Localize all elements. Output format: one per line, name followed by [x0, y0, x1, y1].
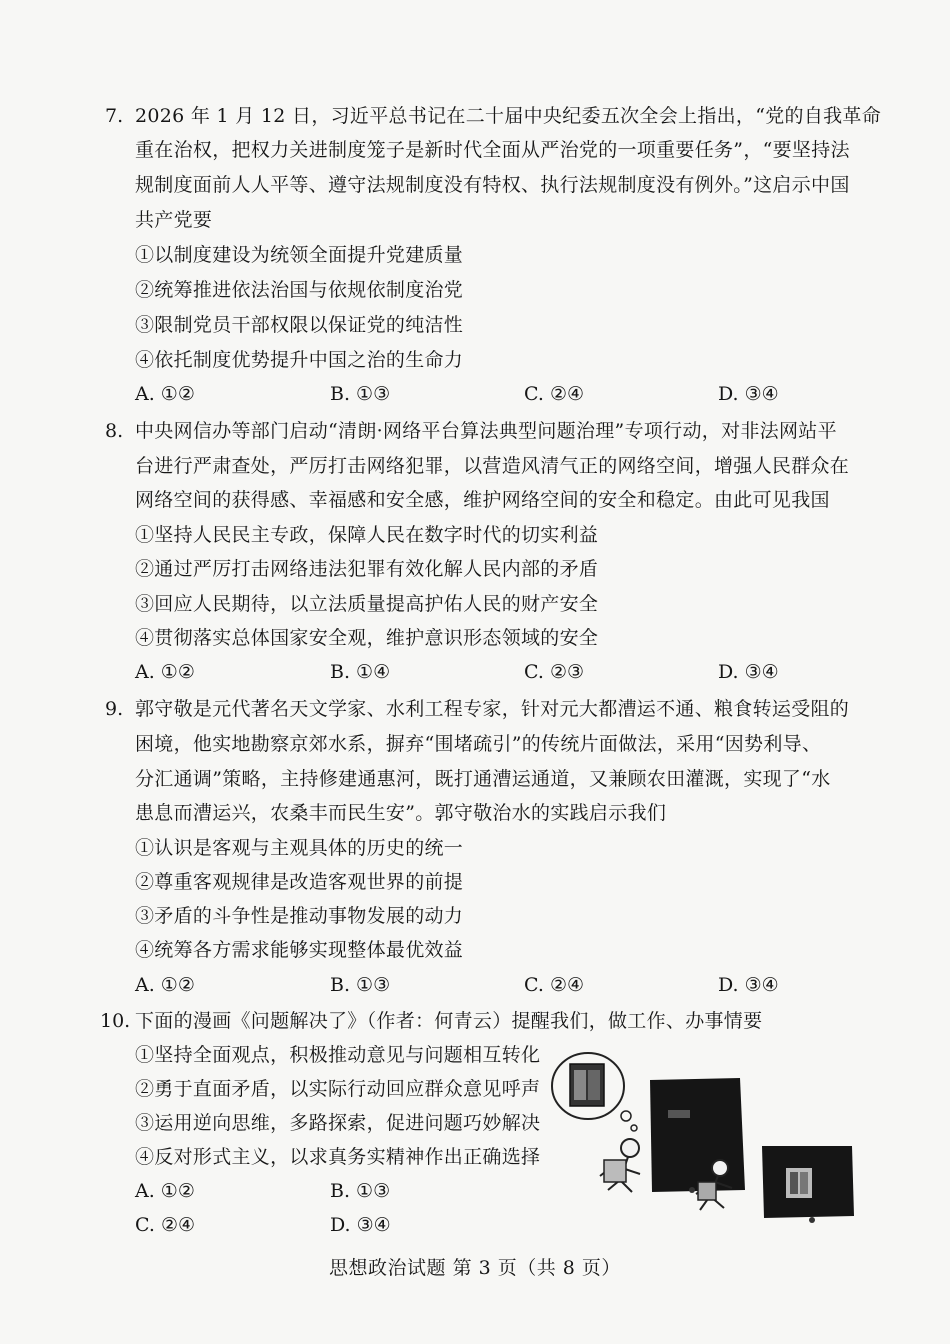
choice-a[interactable]: A. ①② [135, 1180, 195, 1202]
question-stem-line: 重在治权，把权力关进制度笼子是新时代全面从严治党的一项重要任务”，“要坚持法 [135, 139, 850, 161]
choice-b[interactable]: B. ①③ [330, 974, 391, 996]
statement-item: ①以制度建设为统领全面提升党建质量 [135, 244, 464, 266]
choice-b[interactable]: B. ①③ [330, 1180, 391, 1202]
statement-item: ④依托制度优势提升中国之治的生命力 [135, 349, 464, 371]
choice-c[interactable]: C. ②③ [524, 661, 585, 683]
choice-a[interactable]: A. ①② [135, 974, 195, 996]
question-stem-line: 2026 年 1 月 12 日，习近平总书记在二十届中央纪委五次全会上指出，“党的自我革命 [135, 105, 882, 127]
question-number: 9. [105, 698, 124, 720]
choice-b[interactable]: B. ①④ [330, 661, 391, 683]
question-stem-line: 共产党要 [135, 209, 213, 231]
question-stem-line: 中央网信办等部门启动“清朗·网络平台算法典型问题治理”专项行动，对非法网站平 [135, 420, 837, 442]
choice-b[interactable]: B. ①③ [330, 383, 391, 405]
statement-item: ③运用逆向思维，多路探索，促进问题巧妙解决 [135, 1112, 541, 1134]
statement-item: ④统筹各方需求能够实现整体最优效益 [135, 939, 464, 961]
choice-d[interactable]: D. ③④ [718, 661, 779, 683]
person-figure-left [600, 1139, 640, 1192]
statement-item: ②尊重客观规律是改造客观世界的前提 [135, 871, 464, 893]
choice-a[interactable]: A. ①② [135, 383, 195, 405]
question-stem-line: 台进行严肃查处，严厉打击网络犯罪，以营造风清气正的网络空间，增强人民群众在 [135, 455, 850, 477]
question-number: 10. [100, 1010, 131, 1032]
question-stem-line: 分汇通调”策略，主持修建通惠河，既打通漕运通道，又兼顾农田灌溉，实现了“水 [135, 768, 831, 790]
statement-item: ②统筹推进依法治国与依规依制度治党 [135, 279, 464, 301]
question-stem-line: 患息而漕运兴，农桑丰而民生安”。郭守敬治水的实践启示我们 [135, 802, 667, 824]
question-stem-line: 下面的漫画《问题解决了》（作者：何青云）提醒我们，做工作、办事情要 [135, 1010, 763, 1032]
question-number: 7. [105, 105, 124, 127]
thought-bubble [552, 1053, 637, 1131]
cartoon-illustration [550, 1050, 860, 1230]
blackboard-right [762, 1146, 854, 1223]
statement-item: ④贯彻落实总体国家安全观，维护意识形态领域的安全 [135, 627, 599, 649]
statement-item: ③限制党员干部权限以保证党的纯洁性 [135, 314, 464, 336]
choice-d[interactable]: D. ③④ [718, 974, 779, 996]
question-stem-line: 网络空间的获得感、幸福感和安全感，维护网络空间的安全和稳定。由此可见我国 [135, 489, 830, 511]
choice-c[interactable]: C. ②④ [135, 1214, 196, 1236]
blackboard-left [650, 1078, 745, 1193]
choice-c[interactable]: C. ②④ [524, 974, 585, 996]
question-stem-line: 困境，他实地勘察京郊水系，摒弃“围堵疏引”的传统片面做法，采用“因势利导、 [135, 733, 822, 755]
question-stem-line: 规制度面前人人平等、遵守法规制度没有特权、执行法规制度没有例外。”这启示中国 [135, 174, 850, 196]
choice-c[interactable]: C. ②④ [524, 383, 585, 405]
choice-d[interactable]: D. ③④ [718, 383, 779, 405]
choice-a[interactable]: A. ①② [135, 661, 195, 683]
question-number: 8. [105, 420, 124, 442]
choice-d[interactable]: D. ③④ [330, 1214, 391, 1236]
page-footer: 思想政治试题 第 3 页（共 8 页） [329, 1257, 621, 1279]
statement-item: ④反对形式主义，以求真务实精神作出正确选择 [135, 1146, 541, 1168]
statement-item: ①认识是客观与主观具体的历史的统一 [135, 837, 464, 859]
statement-item: ③回应人民期待，以立法质量提高护佑人民的财产安全 [135, 593, 599, 615]
question-stem-line: 郭守敬是元代著名天文学家、水利工程专家，针对元大都漕运不通、粮食转运受阻的 [135, 698, 850, 720]
statement-item: ①坚持人民民主专政，保障人民在数字时代的切实利益 [135, 524, 599, 546]
statement-item: ②通过严厉打击网络违法犯罪有效化解人民内部的矛盾 [135, 558, 599, 580]
statement-item: ②勇于直面矛盾，以实际行动回应群众意见呼声 [135, 1078, 541, 1100]
statement-item: ③矛盾的斗争性是推动事物发展的动力 [135, 905, 464, 927]
statement-item: ①坚持全面观点，积极推动意见与问题相互转化 [135, 1044, 541, 1066]
